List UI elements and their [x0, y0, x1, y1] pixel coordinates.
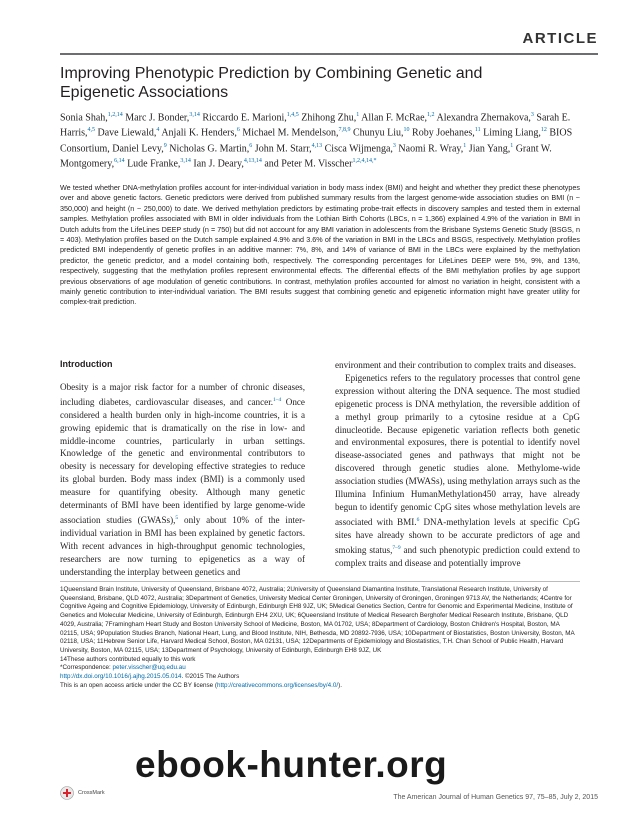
- author-affiliation-ref[interactable]: 1,4,5: [286, 112, 299, 118]
- journal-footer: The American Journal of Human Genetics 97, 75–85, July 2, 2015: [393, 794, 598, 801]
- author-name: Chunyu Liu,: [350, 127, 404, 139]
- author-affiliation-ref[interactable]: 9: [163, 142, 167, 149]
- correspondence-email-link[interactable]: peter.visscher@uq.edu.au: [112, 664, 186, 672]
- author-name: Roby Joehanes,: [409, 127, 475, 139]
- author-affiliation-ref[interactable]: 12: [540, 127, 547, 134]
- author-affiliation-ref[interactable]: 1: [356, 112, 360, 118]
- author-name: Michael M. Mendelson,: [239, 127, 339, 139]
- intro-paragraph-2: Epigenetics refers to the regulatory processes that control gene expression without altering the DNA sequence. The most studied epigenetic process is DNA methylation, the reversible addition of a methyl group primarily to a cytosine residue at a CpG dinucleotide. Because epigenetic variation reflects both genetic and environmental exposures, there is potential to identify novel disease-associated genes and pathways that might not be discovered through genetic studies alone. Methylome-wide association studies (MWASs), using methylation arrays such as the Illumina Infinium HumanMethylation450 array, have already begun to identify genomic CpG sites whose methylation levels are associated with BMI.$^6$ DNA-methylation levels at specific CpG sites have already shown to be accurate predictors of age and smoking status,$^{7-9}$ and such phenotypic prediction could extend to complex traits and disease and potentially improve: [335, 372, 580, 568]
- citation-link[interactable]: 6: [416, 516, 420, 523]
- author-name: Cisca Wijmenga,: [322, 143, 393, 155]
- intro-left-column: [60, 358, 305, 579]
- author-name: Liming Liang,: [480, 127, 541, 139]
- footnote-rule: [60, 581, 580, 582]
- author-name: Sonia Shah,: [60, 112, 108, 124]
- affiliations: 1Queensland Brain Institute, University of Queensland, Brisbane 4072, Australia; 2University of Queensland Diamantina Institute, Translational Research Institute, University of Queensland, Brisbane, QLD 4072, Australia; 3Department of Genetics, University Medical Center Groningen, University of Groningen, Groningen 9713 AV, the Netherlands; 4Centre for Cognitive Ageing and Cognitive Epidemiology, University of Edinburgh, Edinburgh EH8 9JZ, UK; 5Medical Genetics Section, Centre for Genomic and Experimental Medicine, Institute of Genetics and Molecular Medicine, University of Edinburgh, Edinburgh EH4 2XU, UK; 6Queensland Institute of Medical Research Berghofer Medical Research Institute, Brisbane, QLD 4029, Australia; 7Framingham Heart Study and Boston University School of Medicine, Boston, MA 01702, USA; 8Department of Cardiology, Boston Children's Hospital, Boston, MA 02115, USA; 9Population Studies Branch, National Heart, Lung, and Blood Institute, NIH, Bethesda, MD 20892-7936, USA; 10Department of Biostatistics, Boston University, Boston, MA 02118, USA; 11Hebrew Senior Life, Harvard Medical School, Boston, MA 02131, USA; 12Departments of Epidemiology and Biostatistics, T.H. Chan School of Public Health, Harvard University, Boston, MA 02115, USA; 13Department of Psychology, University of Edinburgh, Edinburgh EH8 9JZ, UK: [60, 586, 575, 654]
- author-affiliation-ref[interactable]: 3,14: [189, 112, 200, 118]
- author-name: Allan F. McRae,: [359, 112, 428, 124]
- citation-link[interactable]: 5: [175, 515, 179, 522]
- author-name: Daniel Levy,: [109, 143, 164, 155]
- citation-link[interactable]: 1–4: [273, 396, 282, 403]
- author-affiliation-ref[interactable]: 3,14: [180, 158, 191, 165]
- crossmark-badge[interactable]: [60, 786, 105, 800]
- author-name: Riccardo E. Marioni,: [199, 112, 287, 124]
- author-name: Jian Yang,: [466, 143, 511, 155]
- author-affiliation-ref[interactable]: 10: [403, 127, 410, 134]
- author-affiliation-ref[interactable]: 1: [510, 142, 514, 149]
- correspondence: *Correspondence: peter.visscher@uq.edu.au: [60, 664, 186, 672]
- author-name: John M. Starr,: [252, 143, 312, 155]
- crossmark-icon: [60, 786, 74, 800]
- intro-right-column: [335, 359, 580, 570]
- author-affiliation-ref[interactable]: 3: [392, 142, 396, 149]
- equal-contribution-note: 14These authors contributed equally to this work: [60, 655, 196, 663]
- author-name: Ian J. Deary,: [190, 158, 244, 170]
- author-name: Lude Franke,: [124, 158, 181, 170]
- watermark: ebook-hunter.org: [135, 744, 448, 785]
- license-link[interactable]: http://creativecommons.org/licenses/by/4.0/: [217, 681, 339, 689]
- article-title: Improving Phenotypic Prediction by Combining Genetic and Epigenetic Associations: [60, 65, 483, 101]
- author-name: Nicholas G. Martin,: [166, 143, 250, 155]
- crossmark-label: CrossMark: [78, 790, 105, 796]
- abstract: We tested whether DNA-methylation profiles account for inter-individual variation in body mass index (BMI) and height and whether they predict these phenotypes over and above genetic factors. Genetic predictors were derived from published summary results from the largest genome-wide association studies on BMI (n ~ 350,000) and height (n ~ 250,000) to date. We derived methylation predictors by estimating probe-trait effects in discovery samples and tested them in external samples. Methylation profiles associated with BMI in older individuals from the Lothian Birth Cohorts (LBCs, n = 1,366) explained 4.9% of the variation in BMI in Dutch adults from the LifeLines DEEP study (n = 750) but did not account for any BMI variation in adolescents from the Brisbane Systems Genetic Study (BSGS, n = 403). Methylation profiles based on the Dutch sample explained 4.9% and 3.6% of the variation in BMI in the LBCs and BSGS, respectively. Methylation profiles predicted BMI independently of genetic profiles in an additive manner: 7%, 8%, and 14% of variance of BMI in the LBCs were explained by the methylation predictor, the genetic predictor, and a model containing both, respectively. The corresponding percentages for LifeLines DEEP were 5%, 9%, and 13%, respectively, suggesting that the methylation profiles represent environmental effects. The differential effects of the BMI methylation profiles by age support previous observations of age modulation of genetic contributions. In contrast, methylation profiles accounted for almost no variation in height, consistent with a mainly genetic contribution to inter-individual variation. The BMI results suggest that combining genetic and epigenetic information might have greater utility for complex-trait prediction.: [60, 183, 580, 307]
- author-affiliation-ref[interactable]: 4,13,14: [243, 158, 262, 165]
- author-name: Anjali K. Henders,: [159, 127, 237, 139]
- author-name: Naomi R. Wray,: [395, 143, 464, 155]
- author-affiliation-ref[interactable]: 1,2,4,14,*: [352, 158, 377, 165]
- article-type-label: ARTICLE: [522, 30, 598, 47]
- section-heading-introduction: Introduction: [60, 359, 113, 369]
- author-name: and Peter M. Visscher: [261, 158, 353, 170]
- author-name: Marc J. Bonder,: [122, 112, 190, 124]
- footnotes: [60, 586, 580, 690]
- author-name: Dave Liewald,: [95, 127, 157, 139]
- author-affiliation-ref[interactable]: 11: [474, 127, 481, 134]
- author-affiliation-ref[interactable]: 1,2,14: [107, 112, 123, 118]
- intro-paragraph-1: Obesity is a major risk factor for a number of chronic diseases, including diabetes, cardiovascular diseases, and cancer.$^{1-4}$ Once considered a health burden only in high-income countries, it is a growing epidemic that is dramatically on the rise in low- and middle-income countries, particularly in urban settings. Knowledge of the genetic and environmental contributors to obesity is necessary for developing effective strategies to reduce its global burden. Body mass index (BMI) is a commonly used measure for quantifying obesity. Although many genetic determinants of BMI have been identified by large genome-wide association studies (GWASs),$^5$ only about 10% of the inter-individual variation in BMI has been explained by genetic factors. With recent advances in high-throughput genomic technologies, researchers are now turning to epigenetics as a way of understanding the interplay between genetics and: [60, 381, 305, 577]
- header-rule: [60, 53, 598, 55]
- author-affiliation-ref[interactable]: 4: [156, 127, 160, 134]
- author-name: Zhihong Zhu,: [298, 112, 357, 124]
- author-list: [60, 109, 580, 171]
- author-affiliation-ref[interactable]: 6: [236, 127, 240, 134]
- author-affiliation-ref[interactable]: 1: [463, 142, 467, 149]
- author-name: BIOS Consortium,: [60, 127, 573, 155]
- author-name: Sarah E. Harris,: [60, 112, 571, 139]
- author-affiliation-ref[interactable]: 4,13: [311, 142, 323, 149]
- doi-line: http://dx.doi.org/10.1016/j.ajhg.2015.05.014. ©2015 The Authors: [60, 673, 240, 681]
- author-affiliation-ref[interactable]: 6,14: [114, 158, 125, 165]
- license-line: This is an open access article under the CC BY license (http://creativecommons.org/licenses/by/4.0/).: [60, 681, 343, 689]
- author-name: Alexandra Zhernakova,: [434, 112, 531, 124]
- citation-link[interactable]: 7–9: [392, 544, 401, 551]
- author-name: Grant W. Montgomery,: [60, 143, 552, 170]
- author-affiliation-ref[interactable]: 7,8,9: [338, 127, 351, 134]
- intro-paragraph-1-cont: environment and their contribution to complex traits and diseases.: [335, 360, 576, 370]
- author-affiliation-ref[interactable]: 1,2: [427, 112, 435, 118]
- doi-link[interactable]: http://dx.doi.org/10.1016/j.ajhg.2015.05.014: [60, 673, 182, 681]
- author-affiliation-ref[interactable]: 6: [249, 142, 253, 149]
- author-affiliation-ref[interactable]: 4,5: [87, 127, 95, 134]
- author-affiliation-ref[interactable]: 3: [530, 112, 534, 118]
